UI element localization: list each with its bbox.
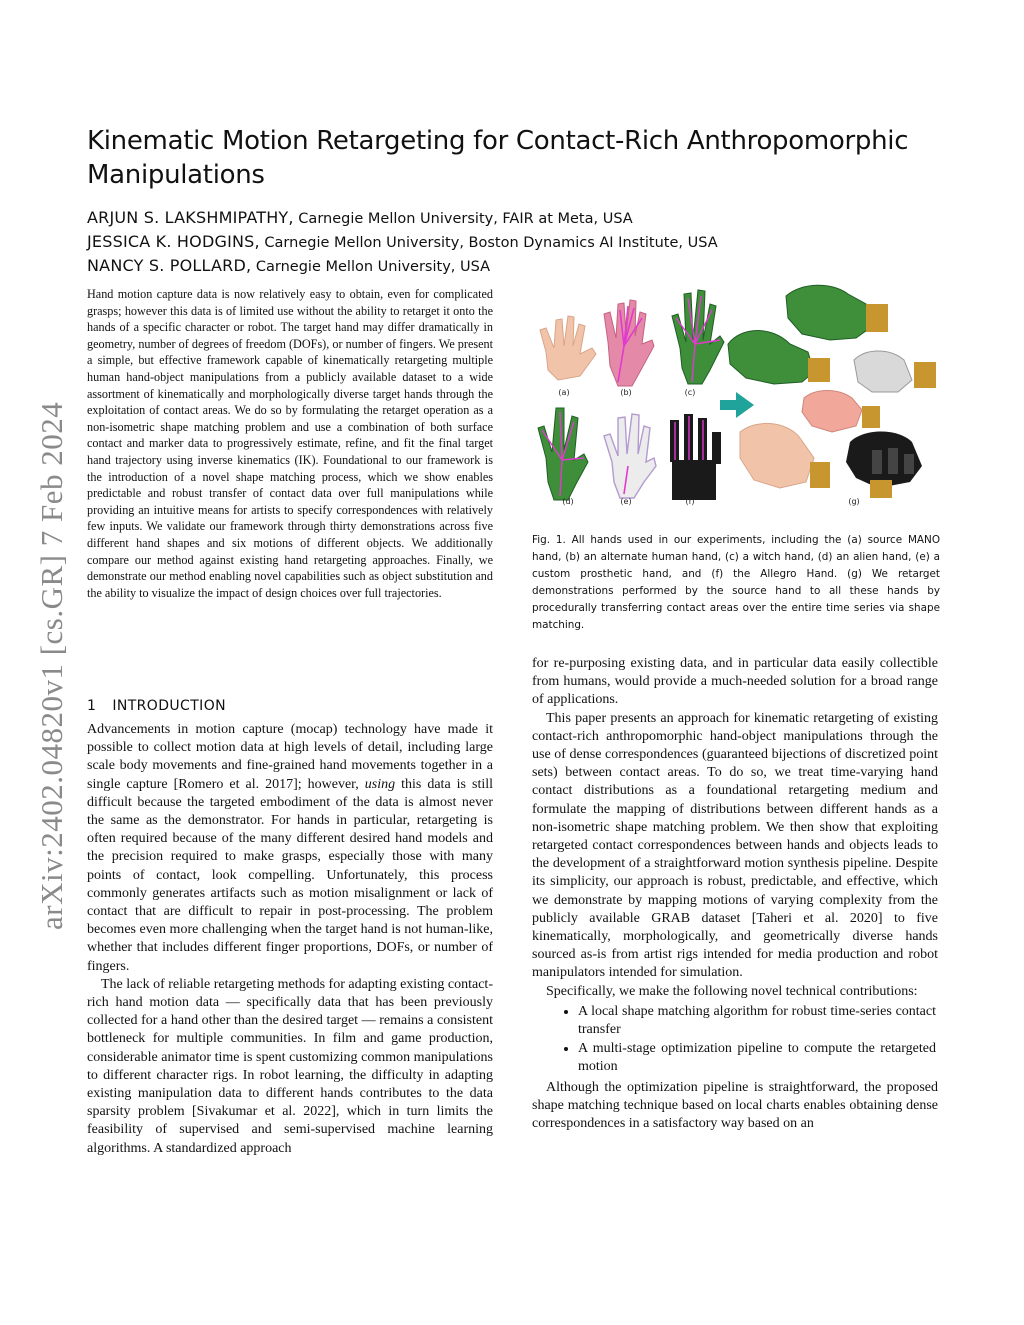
section-number: 1 [87,698,97,714]
intro-paragraph-5: Although the optimization pipeline is straightforward, the proposed shape matching technique based on local charts enables obtaining dense correspondences in a satisfactory way based on an [532,1079,938,1132]
panel-label-b: (b) [620,388,632,397]
author-line-2 [87,232,718,251]
intro-paragraph-1-text: Advancements in motion capture (mocap) technology have made it possible to collect motion data at high levels of detail, including large scale body movements and fine-grained hand movements together in a single capture [Romero et al. 2017]; however, [87,722,493,792]
mano-hand-image [540,316,596,380]
alien-hand-image [538,408,588,500]
author-affiliation: Carnegie Mellon University, USA [251,259,491,275]
retarget-skin-hand-image [802,391,880,433]
intro-paragraph-2: The lack of reliable retargeting methods for adapting existing contact-rich hand motion data — specifically data that has been previously collected for a hand other than the desired target — remains a consistent bottleneck for multiple communities. In film and game production, considerable animator time is spent customizing common manipulations to different character rigs. In robot learning, the difficulty in adapting existing manipulation data to different hands contributes to the data sparsity problem [Sivakumar et al. 2022], which in turn limits the feasibility of supervised and semi-supervised machine learning algorithms. A standardized approach [87,976,493,1156]
arxiv-identifier-stamp: arXiv:2402.04820v1 [cs.GR] 7 Feb 2024 [34,401,69,930]
left-column-body [87,721,493,1158]
author-name: NANCY S. POLLARD, [87,256,252,275]
contribution-item: • A local shape matching algorithm for robust time-series contact transfer [578,1003,938,1039]
retarget-green-hand-large-image [728,331,830,385]
abstract: Hand motion capture data is now relatively easy to obtain, even for complicated grasps; however this data is of limited use without the ability to retarget it onto the hands of a specific character or robot. The target hand may differ dramatically in geometry, number of degrees of freedom (DOFs), or number of fingers. We present a simple, but effective framework capable of kinematically retargeting multiple human hand-object manipulations from a publicly available dataset to a wide assortment of kinematically and morphologically diverse target hands through the exploitation of contact areas. We do so by formulating the retarget operation as a non-isometric shape matching problem and use a combination of both surface contact and marker data to progressively estimate, refine, and fit the final target hand trajectory using inverse kinematics (IK). Foundational to our framework is the introduction of a novel shape matching process, which we show enables predictable and robust transfer of contact data over full manipulations while providing an intuitive means for artists to specify correspondences with relatively few inputs. We validate our framework through thirty demonstrations across five different hand shapes and six motions of different objects. We additionally compare our method against existing hand retargeting approaches. Finally, we demonstrate our method enabling novel capabilities such as object substitution and the ability to visualize the impact of design choices over full trajectories. [87,287,493,600]
intro-paragraph-1 [87,721,493,976]
paper-title: Kinematic Motion Retargeting for Contact-Rich Anthropomorphic Manipulations [87,126,909,190]
author-line-3 [87,256,490,275]
retarget-arrow [720,392,754,418]
contributions-list [532,1003,938,1077]
allegro-hand-image [670,414,721,500]
panel-label-g: (g) [848,497,860,506]
intro-paragraph-4: This paper presents an approach for kinematic retargeting of existing contact-rich anthropomorphic hand-object manipulations through the use of dense correspondences (guaranteed bijections of discretized point sets) between contact areas. To do so, we treat time-varying hand contact distributions as a foundational retargeting medium and formulate the mapping of distributions between different hands as a non-isometric shape matching problem. We then show that exploiting retargeted contact correspondences between hands and objects leads to the development of a straightforward motion synthesis pipeline. Despite its simplicity, our approach is robust, predictable, and effective, which we demonstrate by mapping motions of varying complexity from the publicly available GRAB dataset [Taheri et al. 2020] to five kinematically, morphologically, and geometrically diverse hands sourced as-is from artist rigs intended for media production and robot manipulators intended for simulation. [532,710,938,981]
intro-paragraph-1-text-cont: this data is still difficult because the targeted embodiment of the data is almost never the same as the demonstrator. For hands in particular, retargeting is often required because of the many different desired hand models and the precision required to make grasps, especially those with many points of contact, look compelling. Unfortunately, this process commonly generates artifacts such as motion misalignment or lack of contact that are difficult to repair in post-processing. The problem becomes even more challenging when the target hand is not human-like, whether that includes different finger proportions, DOFs, or number of fingers. [87,776,493,974]
figure-1-caption: Fig. 1. All hands used in our experiments, including the (a) source MANO hand, (b) an alternate human hand, (c) a witch hand, (d) an alien hand, (e) a custom prosthetic hand, and (f) the Allegro Hand. (g) We retarget demonstrations performed by the source hand to all these hands by procedurally transferring contact areas over the entire time series via shape matching. [532,534,940,631]
contributions-intro: Specifically, we make the following novel technical contributions: [546,983,918,999]
intro-paragraph-3: for re-purposing existing data, and in particular data easily collectible from humans, would provide a much-needed solution for a broad range of applications. [532,656,938,708]
author-name: JESSICA K. HODGINS, [87,232,260,251]
section-title: INTRODUCTION [112,698,226,714]
retarget-green-hand-top-image [786,285,888,340]
author-affiliation: Carnegie Mellon University, Boston Dynamics AI Institute, USA [259,235,718,251]
alternate-human-hand-image [604,300,654,386]
retarget-mano-hand-image [740,423,830,488]
contribution-item: • A multi-stage optimization pipeline to compute the retargeted motion [578,1040,938,1076]
figure-1 [532,282,940,512]
panel-label-a: (a) [558,388,570,397]
panel-label-f: (f) [685,497,695,506]
panel-label-c: (c) [684,388,696,397]
right-column-body [532,655,938,1133]
retarget-allegro-hand-image [846,432,922,499]
figure-1-hands-illustration [532,282,940,512]
emphasis-using: using [364,776,396,792]
author-affiliation: Carnegie Mellon University, FAIR at Meta, USA [293,211,633,227]
section-heading [87,698,493,714]
panel-label-e: (e) [620,497,632,506]
author-name: ARJUN S. LAKSHMIPATHY, [87,208,294,227]
author-line-1 [87,208,633,227]
witch-hand-image [672,290,724,384]
retarget-prosthetic-hand-image [854,351,936,392]
prosthetic-hand-image [604,414,656,498]
panel-label-d: (d) [562,497,574,506]
